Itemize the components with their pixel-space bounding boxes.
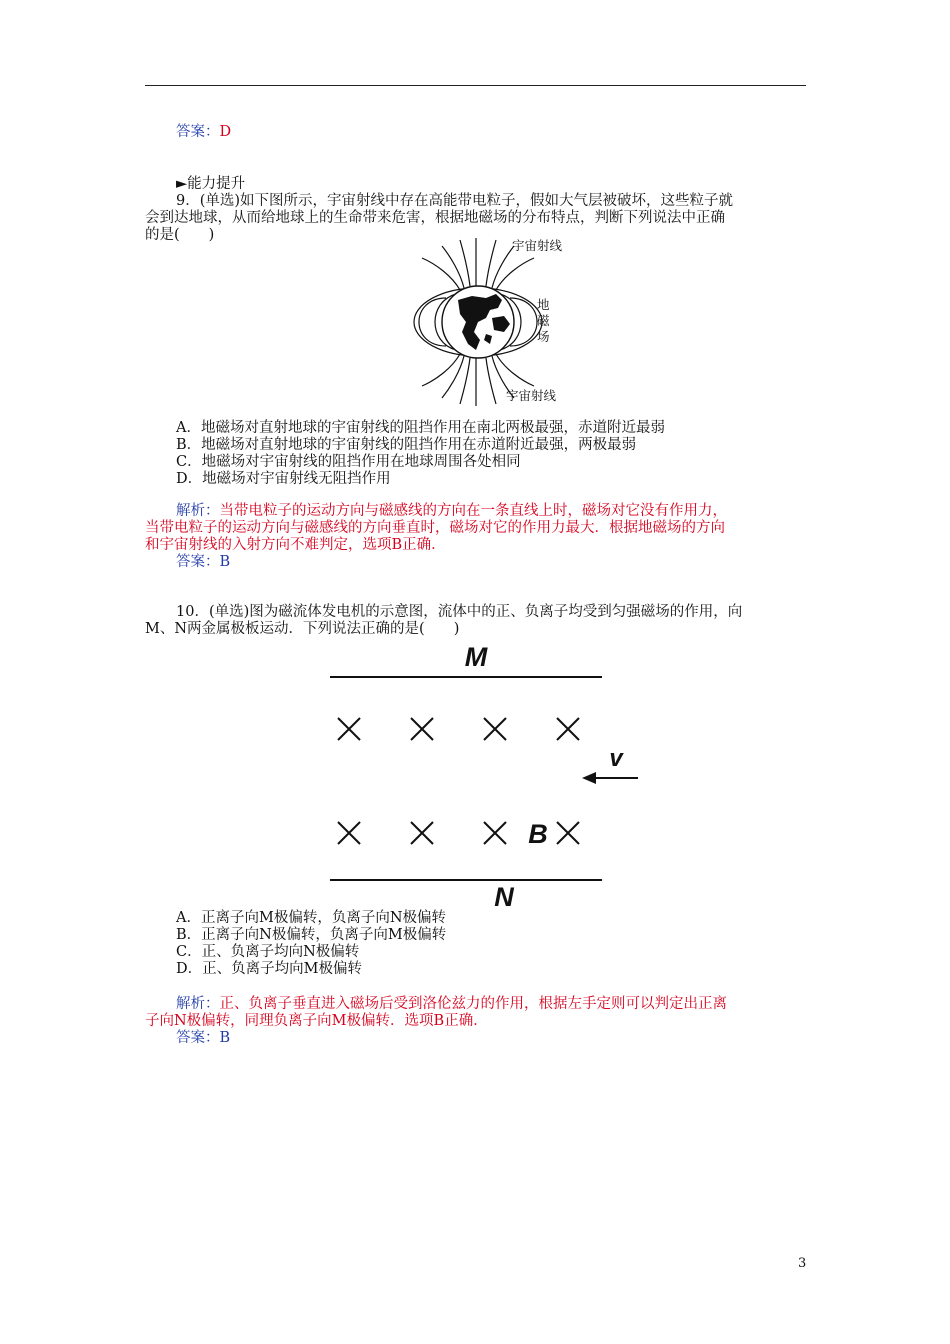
option-a: A．正离子向M极偏转，负离子向N极偏转 — [176, 910, 447, 926]
answer-value: D — [219, 124, 232, 140]
q9-stem-line: 会到达地球，从而给地球上的生命带来危害，根据地磁场的分布特点，判断下列说法中正确 — [145, 210, 725, 226]
q9-stem-line: 的是( ) — [145, 227, 215, 243]
q9-stem-line: 9．(单选)如下图所示，宇宙射线中存在高能带电粒子，假如大气层被破坏，这些粒子就 — [176, 193, 734, 209]
q8-answer — [176, 124, 231, 141]
section-title: 能力提升 — [187, 176, 246, 192]
analysis-line: 正、负离子垂直进入磁场后受到洛伦兹力的作用，根据左手定则可以判定出正离 — [219, 996, 727, 1012]
page-number: 3 — [798, 1256, 807, 1271]
option-c: C．地磁场对宇宙射线的阻挡作用在地球周围各处相同 — [176, 454, 521, 470]
option-d: D．正、负离子均向M极偏转 — [176, 961, 362, 977]
analysis-label: 解析： — [176, 996, 220, 1012]
cross-icon — [484, 718, 506, 740]
q9-analysis — [145, 503, 807, 554]
option-b: B．地磁场对直射地球的宇宙射线的阻挡作用在赤道附近最强，两极最弱 — [176, 437, 637, 453]
triangle-marker-icon: ► — [176, 176, 188, 192]
section-heading — [176, 176, 245, 193]
mhd-generator-figure — [320, 640, 650, 912]
answer-value: B — [219, 554, 231, 570]
cross-icon — [557, 822, 579, 844]
q10-analysis — [145, 996, 807, 1030]
answer-value: B — [219, 1030, 231, 1046]
arrow-left-icon — [582, 772, 596, 784]
analysis-line: 和宇宙射线的入射方向不难判定，选项B正确． — [145, 537, 446, 553]
option-d: D．地磁场对宇宙射线无阻挡作用 — [176, 471, 391, 487]
analysis-line: 当带电粒子的运动方向与磁感线的方向垂直时，磁场对它的作用力最大．根据地磁场的方向 — [145, 520, 725, 536]
header-rule — [145, 85, 806, 86]
analysis-label: 解析： — [176, 503, 220, 519]
plate-label-n: N — [494, 882, 514, 912]
earth-magnetic-field-figure — [400, 236, 590, 406]
label-geomagnetic-1: 地 — [537, 298, 550, 312]
q10-stem-line: M、N两金属极板运动．下列说法正确的是( ) — [145, 621, 460, 637]
plate-label-m: M — [464, 642, 488, 672]
option-a: A．地磁场对直射地球的宇宙射线的阻挡作用在南北两极最强，赤道附近最弱 — [176, 420, 665, 436]
analysis-line: 子向N极偏转，同理负离子向M极偏转．选项B正确． — [145, 1013, 488, 1029]
q9-options — [176, 420, 838, 488]
field-label-b: B — [528, 819, 548, 849]
analysis-line: 当带电粒子的运动方向与磁感线的方向在一条直线上时，磁场对它没有作用力， — [219, 503, 727, 519]
label-geomagnetic-2: 磁 — [537, 314, 550, 328]
cross-icon — [338, 718, 360, 740]
q10-stem — [145, 604, 807, 638]
cross-icon — [411, 822, 433, 844]
cross-icon — [338, 822, 360, 844]
cross-icon — [411, 718, 433, 740]
q9-answer — [176, 554, 230, 571]
label-cosmic-ray-bottom: 宇宙射线 — [506, 389, 557, 403]
label-cosmic-ray-top: 宇宙射线 — [512, 239, 563, 253]
q10-answer — [176, 1030, 230, 1047]
q10-options — [176, 910, 838, 978]
answer-label: 答案： — [176, 124, 220, 140]
option-b: B．正离子向N极偏转，负离子向M极偏转 — [176, 927, 447, 943]
cross-icon — [557, 718, 579, 740]
label-geomagnetic-3: 场 — [537, 330, 550, 344]
answer-label: 答案： — [176, 554, 220, 570]
velocity-label: v — [609, 745, 623, 772]
cross-icon — [484, 822, 506, 844]
option-c: C．正、负离子均向N极偏转 — [176, 944, 360, 960]
q10-stem-line: 10．(单选)图为磁流体发电机的示意图，流体中的正、负离子均受到匀强磁场的作用，向 — [176, 604, 743, 620]
answer-label: 答案： — [176, 1030, 220, 1046]
